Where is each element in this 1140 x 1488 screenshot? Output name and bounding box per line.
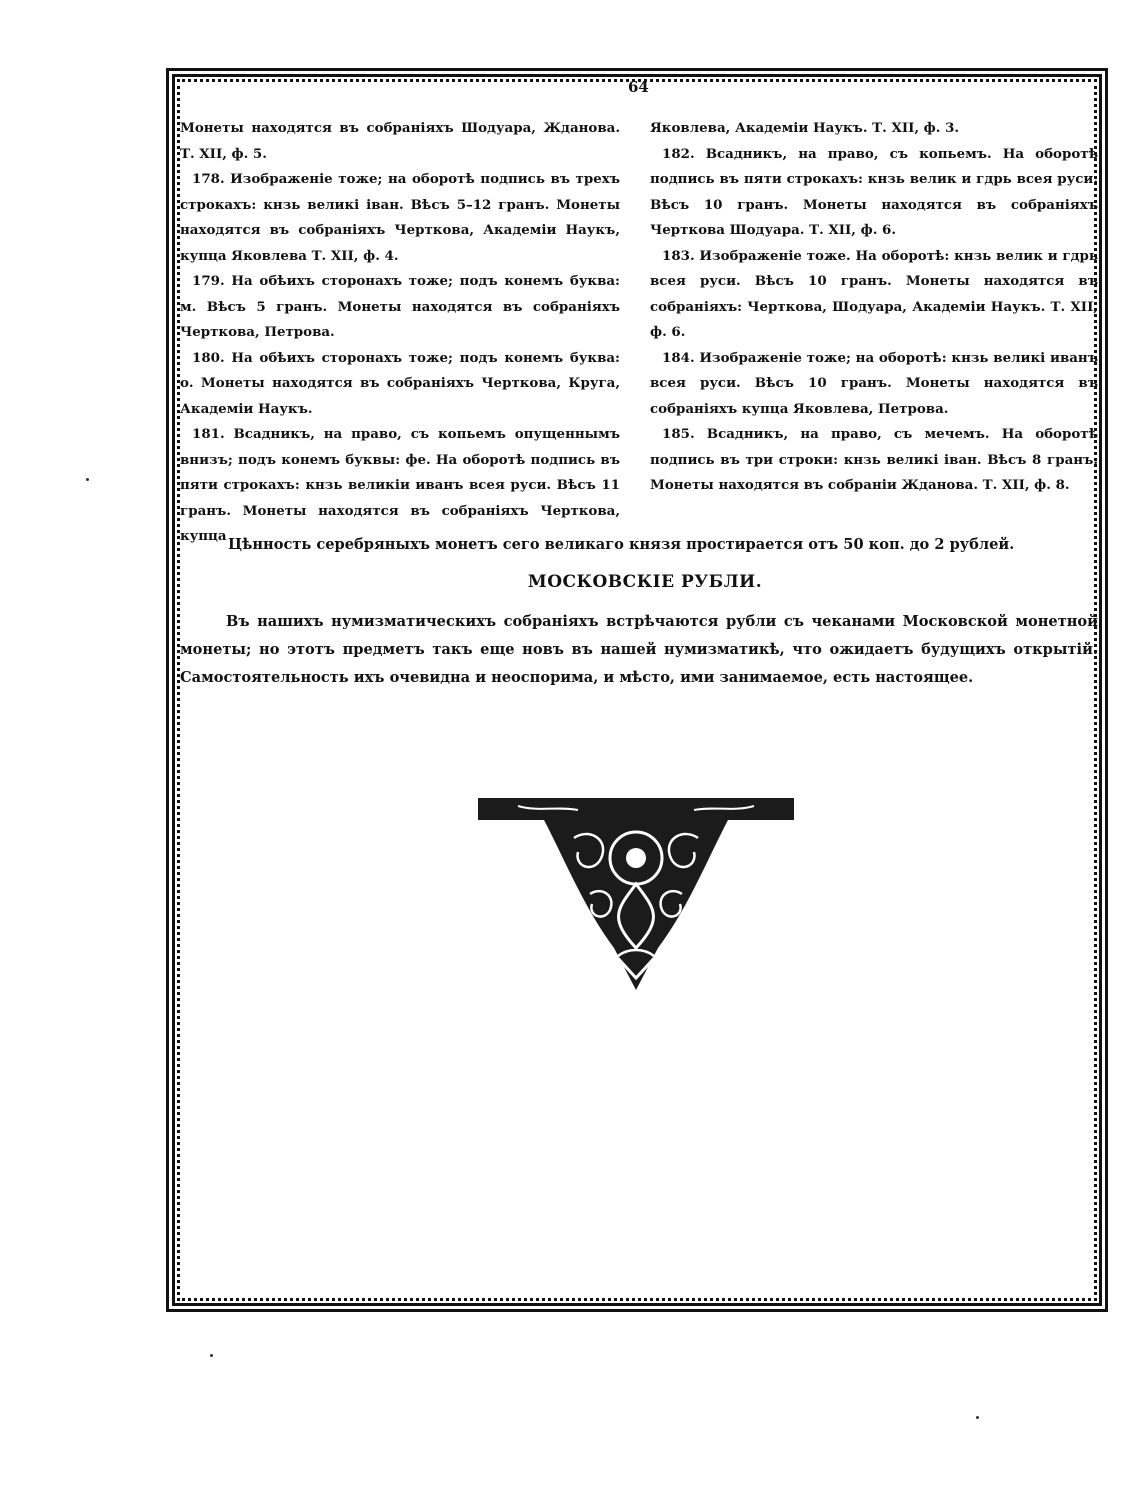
section-body-paragraph: Въ нашихъ нумизматическихъ собранiяхъ встрѣчаются рубли съ чеканами Московской монетной монеты; но этотъ предметъ такъ еще новъ въ нашей нумизматикѣ, что ожидаетъ будущихъ открытiй. Самостоятельность ихъ очевидна и неоспорима, и мѣсто, ими занимаемое, есть настоящее. — [180, 613, 1098, 686]
print-speck — [86, 478, 89, 481]
right-paragraph: Яковлева, Академiи Наукъ. Т. XII, ф. 3. — [650, 120, 960, 136]
print-speck — [976, 1416, 979, 1419]
right-paragraph: 183. Изображенiе тоже. На оборотѣ: кнзь велик и гдрь всея руси. Вѣсъ 10 гранъ. Монеты находятся въ собранiяхъ: Черткова, Шодуара, Академiи Наукъ. Т. XII, ф. 6. — [650, 247, 1098, 340]
section-heading: МОСКОВСКІЕ РУБЛИ. — [527, 572, 763, 592]
right-column — [650, 116, 1098, 499]
arabesque-tailpiece-icon — [478, 798, 794, 990]
left-paragraph: Монеты находятся въ собранiяхъ Шодуара, Жданова. Т. XII, ф. 5. — [180, 120, 620, 162]
right-paragraph: 182. Всадникъ, на право, съ копьемъ. На оборотѣ подпись въ пяти строкахъ: кнзь велик и гдрь всея руси. Вѣсъ 10 гранъ. Монеты находятся въ собранiяхъ Черткова Шодуара. Т. XII, ф. 6. — [650, 145, 1098, 238]
left-paragraph: 179. На обѣихъ сторонахъ тоже; подъ конемъ буква: м. Вѣсъ 5 гранъ. Монеты находятся въ собранiяхъ Черткова, Петрова. — [180, 273, 620, 340]
right-paragraph: 185. Всадникъ, на право, съ мечемъ. На оборотѣ подпись въ три строки: кнзь великi iван. Вѣсъ 8 гранъ. Монеты находятся въ собранiи Жданова. Т. XII, ф. 8. — [650, 426, 1098, 493]
right-paragraph: 184. Изображенiе тоже; на оборотѣ: кнзь великi иванъ всея руси. Вѣсъ 10 гранъ. Монеты находятся въ собранiяхъ купца Яковлева, Петрова. — [650, 349, 1098, 417]
coin-value-line: Цѣнность серебряныхъ монетъ сего великаго князя простирается отъ 50 коп. до 2 рублей. — [228, 536, 1015, 553]
left-paragraph: 178. Изображенiе тоже; на оборотѣ подпись въ трехъ строкахъ: кнзь великi iван. Вѣсъ 5–12 гранъ. Монеты находятся въ собранiяхъ Черткова, Академiи Наукъ, купца Яковлева Т. XII, ф. 4. — [180, 171, 620, 264]
page-number: 64 — [628, 78, 649, 96]
print-speck — [210, 1354, 213, 1357]
left-column — [180, 116, 620, 550]
left-paragraph: 180. На обѣихъ сторонахъ тоже; подъ конемъ буква: о. Монеты находятся въ собранiяхъ Черткова, Круга, Академiи Наукъ. — [180, 349, 620, 417]
left-paragraph: 181. Всадникъ, на право, съ копьемъ опущеннымъ внизъ; подъ конемъ буквы: фе. На оборотѣ подпись въ пяти строкахъ: кнзь великiи иванъ всея руси. Вѣсъ 11 гранъ. Монеты находятся въ собранiяхъ Черткова, купца — [180, 426, 620, 544]
